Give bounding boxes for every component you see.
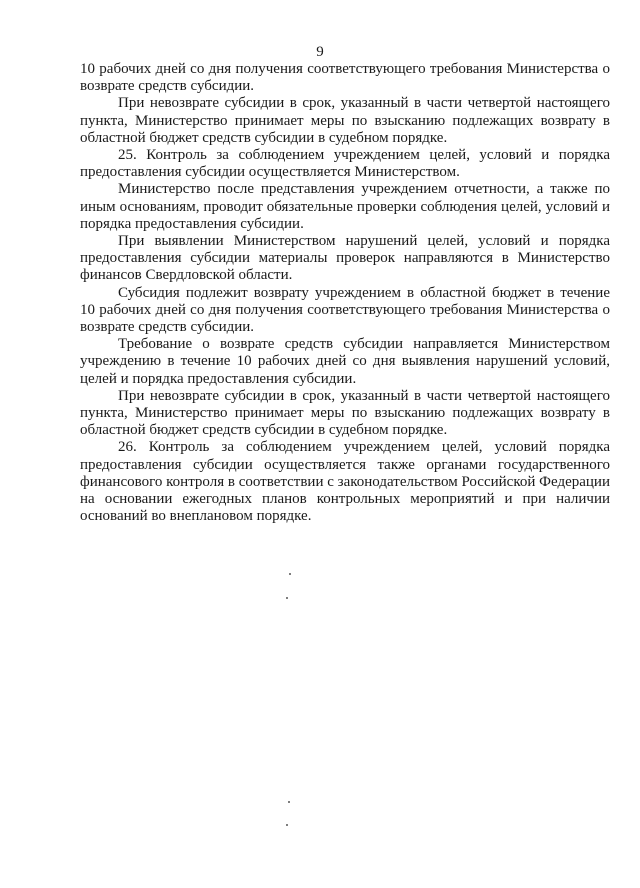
paragraph: Министерство после представления учреждением отчетности, а также по иным основаниям, проводит обязательные проверки соблюдения целей, условий и порядка предоставления субсидии. [80,181,610,232]
scan-speck [288,801,290,803]
paragraph-clause-25: 25. Контроль за соблюдением учреждением целей, условий и порядка предоставления субсидии осуществляется Министерством. [80,147,610,181]
paragraph: При выявлении Министерством нарушений целей, условий и порядка предоставления субсидии материалы проверок направляются в Министерство финансов Свердловской области. [80,233,610,284]
scan-speck [286,597,288,599]
page-number: 9 [316,44,324,60]
paragraph: При невозврате субсидии в срок, указанный в части четвертой настоящего пункта, Министерство принимает меры по взысканию подлежащих возврату в областной бюджет средств субсидии в судебном порядке. [80,387,610,439]
paragraph: Требование о возврате средств субсидии направляется Министерством учреждению в течение 10 рабочих дней со дня выявления нарушений условий, целей и порядка предоставления субсидии. [80,336,610,387]
document-body [80,61,610,525]
scan-speck [286,824,288,826]
paragraph-clause-26: 26. Контроль за соблюдением учреждением целей, условий порядка предоставления субсидии осуществляется также органами государственного финансового контроля в соответствии с законодательством Российской Федерации на основании ежегодных планов контрольных мероприятий и при наличии оснований во внеплановом порядке. [80,439,610,525]
scan-speck [289,573,291,575]
paragraph: При невозврате субсидии в срок, указанный в части четвертой настоящего пункта, Министерство принимает меры по взысканию подлежащих возврату в областной бюджет средств субсидии в судебном порядке. [80,95,610,146]
paragraph-continuation: 10 рабочих дней со дня получения соответствующего требования Министерства о возврате средств субсидии. [80,61,610,95]
paragraph: Субсидия подлежит возврату учреждением в областной бюджет в течение 10 рабочих дней со дня получения соответствующего требования Министерства о возврате средств субсидии. [80,284,610,336]
